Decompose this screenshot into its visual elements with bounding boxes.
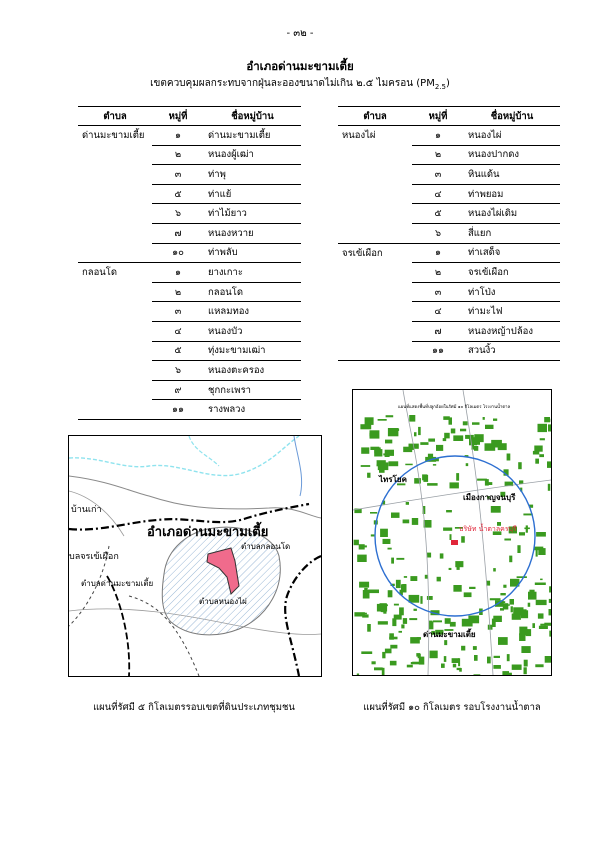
header-moo: หมู่ที่ <box>412 107 464 126</box>
cell-village: ด่านมะขามเตี้ย <box>204 126 301 146</box>
field-patch <box>528 603 531 607</box>
field-patch <box>503 603 509 609</box>
field-patch <box>449 568 452 570</box>
cell-village: ท่ามะไฟ <box>464 302 560 322</box>
field-patch <box>392 618 396 626</box>
cell-moo: ๒ <box>152 282 204 302</box>
cell-moo: ๒ <box>412 263 464 283</box>
field-patch <box>443 416 450 420</box>
field-patch <box>383 453 389 455</box>
cell-moo: ๕ <box>152 184 204 204</box>
field-patch <box>370 512 377 514</box>
field-patch <box>403 520 410 524</box>
field-patch <box>452 658 459 663</box>
header-village: ชื่อหมู่บ้าน <box>464 107 560 126</box>
field-patch <box>519 627 527 635</box>
field-patch <box>474 655 478 661</box>
subtitle-text: เขตควบคุมผลกระทบจากฝุ่นละอองขนาดไม่เกิน ๒.๕ ไมครอน (PM <box>150 78 435 89</box>
field-patch <box>388 461 398 466</box>
map-10km-svg <box>353 390 551 675</box>
field-patch <box>370 447 379 450</box>
field-patch <box>528 592 537 600</box>
field-patch <box>524 667 527 674</box>
field-patch <box>385 440 392 444</box>
field-patch <box>534 446 542 452</box>
field-patch <box>535 459 539 464</box>
cell-village: ท่าพลับ <box>204 243 301 263</box>
field-patch <box>363 590 370 599</box>
field-patch <box>420 442 428 445</box>
field-patch <box>538 424 548 432</box>
field-patch <box>549 586 551 592</box>
field-patch <box>430 651 438 659</box>
field-patch <box>420 596 422 604</box>
map-5km-svg <box>69 436 321 676</box>
map-5km-radius <box>68 435 322 677</box>
field-patch <box>519 532 525 535</box>
field-patch <box>357 555 367 562</box>
factory-marker <box>451 540 458 545</box>
cell-village: หนองบัว <box>204 321 301 341</box>
field-patch <box>386 415 394 417</box>
field-patch <box>493 665 501 669</box>
field-patch <box>404 576 407 578</box>
field-patch <box>491 506 501 513</box>
field-patch <box>494 656 500 658</box>
field-patch <box>440 553 444 558</box>
header-moo: หมู่ที่ <box>152 107 204 126</box>
cell-moo: ๓ <box>152 302 204 322</box>
field-patch <box>368 590 379 594</box>
header-village: ชื่อหมู่บ้าน <box>204 107 301 126</box>
cell-village: ท่าแย้ <box>204 184 301 204</box>
field-patch <box>443 438 447 441</box>
field-patch <box>414 432 417 436</box>
field-patch <box>427 596 433 600</box>
cell-village: ชุกกะเพรา <box>204 380 301 400</box>
field-patch <box>485 425 494 429</box>
field-patch <box>365 417 374 425</box>
cell-moo: ๑๑ <box>412 341 464 361</box>
cell-tambon: หนองไผ่ <box>338 126 412 244</box>
district-boundary <box>285 556 321 676</box>
cell-moo: ๑ <box>412 243 464 263</box>
field-patch <box>509 556 512 563</box>
field-patch <box>549 631 551 637</box>
field-patch <box>524 660 528 667</box>
road-black <box>107 576 129 676</box>
cell-village: ท่าพุ <box>204 165 301 185</box>
field-patch <box>453 585 461 592</box>
field-patch <box>359 544 365 549</box>
field-patch <box>390 645 397 649</box>
subtitle-close: ) <box>445 78 450 89</box>
cell-village: หนองไผ่เดิม <box>464 204 560 224</box>
header-tambon: ตำบล <box>338 107 412 126</box>
field-patch <box>548 424 551 431</box>
field-patch <box>498 637 508 645</box>
field-patch <box>383 539 391 544</box>
table-row <box>78 126 301 146</box>
field-patch <box>507 654 510 661</box>
cell-village: หินแด้น <box>464 165 560 185</box>
field-patch <box>518 462 522 469</box>
field-patch <box>472 422 480 425</box>
field-patch <box>461 536 465 543</box>
map-header: แผนที่แสดงพื้นที่ปลูกอ้อยในรัศมี ๑๐ กิโลเมตร โรงงานน้ำตาล <box>398 405 511 410</box>
cell-village: สวนงิ้ว <box>464 341 560 361</box>
field-patch <box>451 429 456 434</box>
cell-moo: ๔ <box>152 321 204 341</box>
field-patch <box>493 419 497 421</box>
cell-village: จรเข้เผือก <box>464 263 560 283</box>
field-patch <box>399 631 403 633</box>
field-patch <box>394 604 399 606</box>
table-header <box>78 107 301 126</box>
road-line <box>69 476 321 518</box>
field-patch <box>474 434 483 442</box>
field-patch <box>360 424 371 429</box>
field-patch <box>444 640 447 645</box>
field-patch <box>374 667 383 670</box>
cell-moo: ๗ <box>152 223 204 243</box>
field-patch <box>509 673 512 675</box>
page-subtitle <box>0 76 600 91</box>
field-patch <box>407 665 413 668</box>
field-patch <box>463 421 468 425</box>
field-patch <box>364 545 367 547</box>
field-patch <box>540 579 543 581</box>
field-patch <box>455 561 463 567</box>
field-patch <box>450 482 459 488</box>
field-patch <box>401 624 404 628</box>
table-row <box>78 263 301 283</box>
field-patch <box>418 427 421 435</box>
field-patch <box>517 576 527 578</box>
field-patch <box>428 454 433 457</box>
header-tambon: ตำบล <box>78 107 152 126</box>
field-patch <box>511 606 513 612</box>
field-patch <box>401 584 407 592</box>
field-patch <box>443 528 452 531</box>
label-tambon-klondo: ตำบลกลอนโด <box>241 542 291 551</box>
field-patch <box>399 607 404 615</box>
field-patch <box>427 483 438 486</box>
field-patch <box>466 463 469 466</box>
cell-village: ท่าพยอม <box>464 184 560 204</box>
field-patch <box>477 479 487 481</box>
field-patch <box>540 438 545 440</box>
label-factory: บริษัท น้ำตาลครบุรี <box>459 525 517 533</box>
field-patch <box>549 609 552 615</box>
field-patch <box>459 668 462 672</box>
field-patch <box>483 417 485 420</box>
field-patch <box>536 550 538 557</box>
field-patch <box>403 618 407 624</box>
field-patch <box>354 540 359 546</box>
field-patch <box>450 622 456 627</box>
field-patch <box>406 502 409 505</box>
field-patch <box>544 623 551 626</box>
field-patch <box>460 429 466 432</box>
cell-village: ยางเกาะ <box>204 263 301 283</box>
field-patch <box>378 419 387 421</box>
cell-moo: ๒ <box>152 145 204 165</box>
field-patch <box>444 433 450 439</box>
field-patch <box>412 518 418 525</box>
river-line <box>69 436 299 476</box>
field-patch <box>388 548 392 550</box>
cell-village: ท่าเสด็จ <box>464 243 560 263</box>
cell-tambon: กลอนโด <box>78 263 152 420</box>
field-patch <box>533 451 539 455</box>
field-patch <box>357 674 359 676</box>
field-patch <box>507 454 511 461</box>
cell-moo: ๑ <box>152 263 204 283</box>
village-table-left <box>78 106 301 420</box>
field-patch <box>544 417 550 422</box>
field-patch <box>547 461 551 468</box>
field-patch <box>433 620 442 622</box>
field-patch <box>521 646 530 653</box>
field-patch <box>378 621 388 624</box>
field-patch <box>361 465 371 467</box>
cell-village: สี่แยก <box>464 223 560 243</box>
cell-moo: ๒ <box>412 145 464 165</box>
field-patch <box>446 510 452 512</box>
field-patch <box>396 558 404 560</box>
cell-moo: ๑๐ <box>152 243 204 263</box>
field-patch <box>535 664 543 667</box>
field-patch <box>362 613 367 615</box>
cell-village: กลอนโด <box>204 282 301 302</box>
cell-village: หนองไผ่ <box>464 126 560 146</box>
cell-village: หนองปากดง <box>464 145 560 165</box>
field-patch <box>371 534 375 536</box>
field-patch <box>396 580 401 588</box>
field-patch <box>500 593 505 595</box>
field-patch <box>382 610 386 612</box>
cell-tambon: จรเข้เผือก <box>338 243 412 361</box>
field-patch <box>502 671 509 675</box>
field-patch <box>437 577 441 582</box>
field-patch <box>469 587 475 589</box>
field-patch <box>539 454 544 457</box>
field-patch <box>465 435 474 439</box>
field-patch <box>504 539 511 541</box>
stream-line <box>294 436 302 496</box>
page-number: - ๓๒ - <box>286 28 314 39</box>
field-patch <box>524 528 530 530</box>
field-patch <box>409 415 415 422</box>
field-patch <box>441 664 445 668</box>
field-patch <box>474 446 478 451</box>
label-chorakhe: บลจรเข้เผือก <box>69 552 119 562</box>
field-patch <box>367 624 371 632</box>
field-patch <box>490 598 501 600</box>
field-patch <box>538 613 544 618</box>
field-patch <box>535 583 546 586</box>
cell-moo: ๖ <box>152 204 204 224</box>
cell-moo: ๑ <box>152 126 204 146</box>
cell-village: หนองผู้เฒ่า <box>204 145 301 165</box>
map-10km-radius <box>352 389 552 676</box>
cell-moo: ๑ <box>412 126 464 146</box>
field-patch <box>461 646 465 651</box>
label-saiyok: ไทรโยค <box>379 475 407 484</box>
field-patch <box>517 545 520 553</box>
field-patch <box>390 661 397 666</box>
field-patch <box>487 657 491 664</box>
cell-moo: ๓ <box>152 165 204 185</box>
cell-village: ทุ่งมะขามเฒ่า <box>204 341 301 361</box>
village-table-right <box>338 106 560 361</box>
cell-moo: ๑๑ <box>152 400 204 420</box>
field-patch <box>380 529 388 537</box>
cell-village: หนองตะครอง <box>204 361 301 381</box>
field-patch <box>462 619 473 627</box>
field-patch <box>512 665 522 670</box>
cell-moo: ๕ <box>152 341 204 361</box>
subtitle-subscript: 2.5 <box>434 83 446 91</box>
field-patch <box>464 592 472 597</box>
field-patch <box>453 664 456 668</box>
field-patch <box>532 623 535 628</box>
field-patch <box>436 445 443 451</box>
field-patch <box>536 600 547 605</box>
field-patch <box>453 435 463 441</box>
cell-tambon: ด่านมะขามเตี้ย <box>78 126 152 263</box>
cell-moo: ๓ <box>412 282 464 302</box>
field-patch <box>389 429 399 431</box>
cell-village: ท่าโป่ง <box>464 282 560 302</box>
field-patch <box>361 651 372 654</box>
cell-village: หนองหญ้าปล้อง <box>464 321 560 341</box>
label-tambon-dmk: ตำบลด่านมะขามเตี้ย <box>81 579 154 588</box>
field-patch <box>429 621 434 629</box>
field-patch <box>414 609 417 611</box>
field-patch <box>433 464 436 466</box>
caption-map-5km: แผนที่รัศมี ๕ กิโลเมตรรอบเขตที่ดินประเภทชุมชน <box>93 702 295 713</box>
field-patch <box>503 585 506 588</box>
field-patch <box>536 532 546 537</box>
field-patch <box>548 484 551 491</box>
cell-moo: ๗ <box>412 321 464 341</box>
field-patch <box>370 430 380 438</box>
field-patch <box>388 590 393 597</box>
label-ban-kao: บ้านเก่า <box>71 505 102 515</box>
field-patch <box>510 599 515 605</box>
cell-village: รางพลวง <box>204 400 301 420</box>
field-patch <box>445 618 451 624</box>
field-patch <box>405 464 412 466</box>
cell-moo: ๔ <box>412 302 464 322</box>
field-patch <box>418 654 421 659</box>
label-tambon-nongphai: ตำบลหนองไผ่ <box>199 597 247 606</box>
field-patch <box>411 662 420 664</box>
cell-moo: ๔ <box>412 184 464 204</box>
cell-moo: ๕ <box>412 204 464 224</box>
field-patch <box>409 618 417 620</box>
cell-village: หนองหวาย <box>204 223 301 243</box>
label-district: อำเภอด่านมะขามเตี้ย <box>147 525 269 540</box>
field-patch <box>474 674 481 675</box>
field-patch <box>417 637 421 640</box>
field-patch <box>391 513 400 518</box>
field-patch <box>427 553 431 558</box>
field-patch <box>444 656 447 662</box>
field-patch <box>493 568 496 571</box>
field-patch <box>425 575 428 579</box>
table-header <box>338 107 560 126</box>
field-patch <box>372 661 376 664</box>
field-patch <box>391 558 394 564</box>
field-patch <box>473 646 477 650</box>
cell-moo: ๓ <box>412 165 464 185</box>
field-patch <box>549 599 551 603</box>
label-dmk: ด่านมะขามเตี้ย <box>423 630 476 639</box>
field-patch <box>389 637 397 640</box>
field-patch <box>422 474 427 480</box>
caption-map-10km: แผนที่รัศมี ๑๐ กิโลเมตร รอบโรงงานน้ำตาล <box>363 702 541 713</box>
field-patch <box>361 447 369 453</box>
table-row <box>338 243 560 263</box>
field-patch <box>539 626 548 629</box>
cell-moo: ๖ <box>412 223 464 243</box>
field-patch <box>359 582 369 588</box>
field-patch <box>450 534 452 540</box>
field-patch <box>545 656 551 663</box>
cell-village: แหลมทอง <box>204 302 301 322</box>
river-line <box>189 436 219 466</box>
field-patch <box>367 473 370 478</box>
field-patch <box>456 473 459 481</box>
label-muang: เมืองกาญจนบุรี <box>463 493 516 502</box>
cell-moo: ๙ <box>152 380 204 400</box>
table-row <box>338 126 560 146</box>
field-patch <box>491 440 502 448</box>
page-title: อำเภอด่านมะขามเตี้ย <box>246 59 354 73</box>
field-patch <box>410 576 417 581</box>
field-patch <box>428 439 435 442</box>
cell-moo: ๖ <box>152 361 204 381</box>
cell-village: ท่าไม้ยาว <box>204 204 301 224</box>
field-patch <box>513 607 523 615</box>
field-patch <box>378 462 389 470</box>
field-patch <box>385 649 392 654</box>
